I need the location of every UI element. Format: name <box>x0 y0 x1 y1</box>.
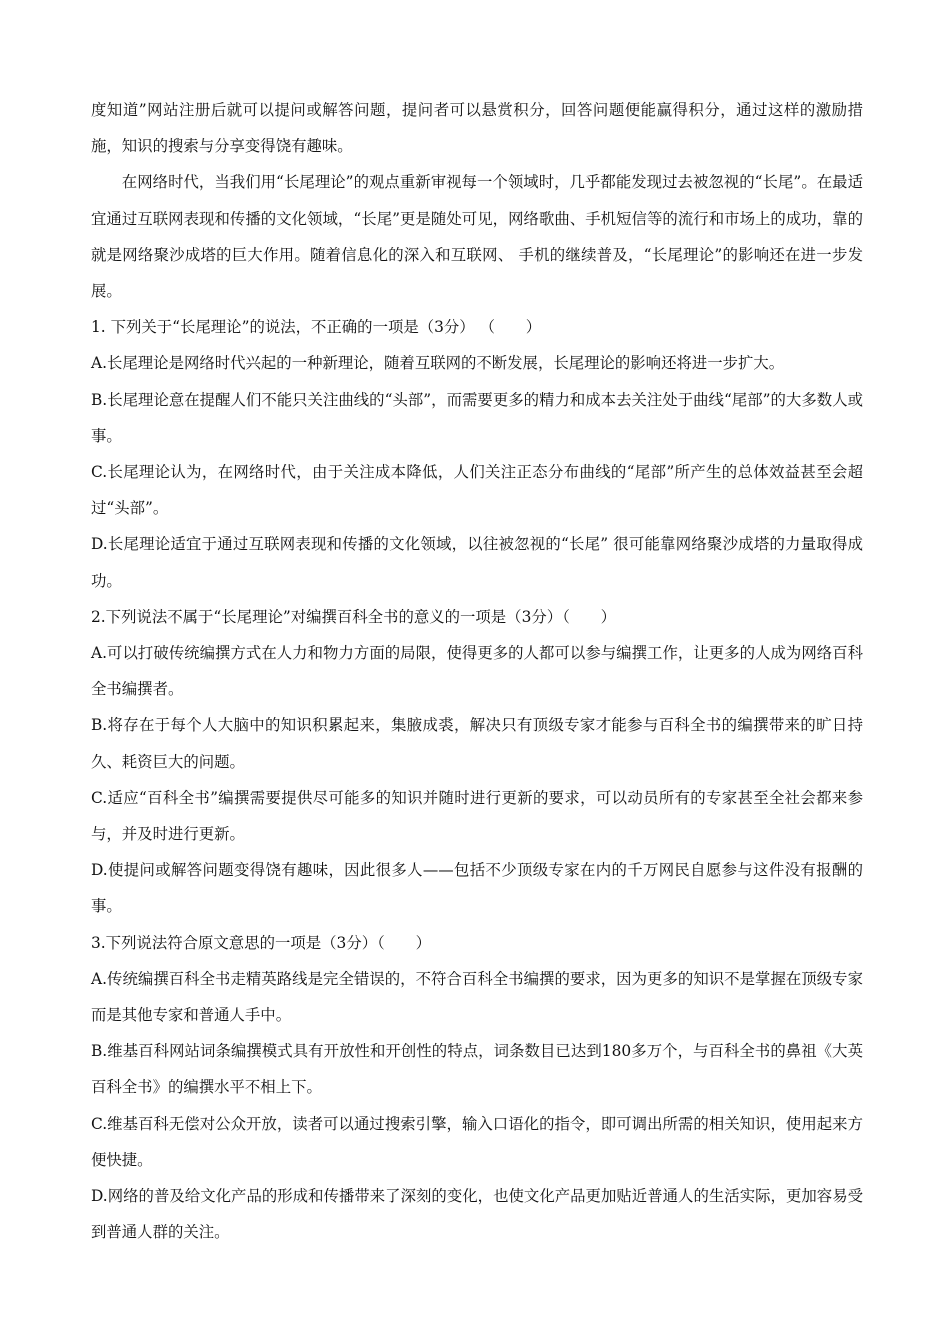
option-b: B.长尾理论意在提醒人们不能只关注曲线的“头部”，而需要更多的精力和成本去关注处于曲线“尾部”的大多数人或事。 <box>91 390 863 445</box>
document-page <box>91 92 863 1251</box>
question-1 <box>91 309 863 599</box>
option-c: C.长尾理论认为，在网络时代，由于关注成本降低，人们关注正态分布曲线的“尾部”所产生的总体效益甚至会超过“头部”。 <box>91 463 863 518</box>
question-stem: 2.下列说法不属于“长尾理论”对编撰百科全书的意义的一项是（3分）（ ） <box>91 607 617 626</box>
option-c: C.适应“百科全书”编撰需要提供尽可能多的知识并随时进行更新的要求，可以动员所有的专家甚至全社会都来参与，并及时进行更新。 <box>91 788 863 844</box>
option-b: B.维基百科网站词条编撰模式具有开放性和开创性的特点，词条数目已达到180多万个，与百科全书的鼻祖《大英百科全书》的编撰水平不相上下。 <box>91 1042 863 1097</box>
option-b: B.将存在于每个人大脑中的知识积累起来，集腋成裘，解决只有顶级专家才能参与百科全书的编撰带来的旷日持久、耗资巨大的问题。 <box>91 716 863 771</box>
option-a: A.可以打破传统编撰方式在人力和物力方面的局限，使得更多的人都可以参与编撰工作，让更多的人成为网络百科全书编撰者。 <box>91 644 863 699</box>
option-d: D.网络的普及给文化产品的形成和传播带来了深刻的变化，也使文化产品更加贴近普通人的生活实际，更加容易受到普通人群的关注。 <box>91 1187 863 1242</box>
option-d: D.长尾理论适宜于通过互联网表现和传播的文化领域，以往被忽视的“长尾” 很可能靠网络聚沙成塔的力量取得成功。 <box>91 535 863 590</box>
question-3 <box>91 925 863 1251</box>
question-stem: 1. 下列关于“长尾理论”的说法，不正确的一项是（3分） （ ） <box>91 318 542 337</box>
passage-paragraph-2: 在网络时代，当我们用“长尾理论”的观点重新审视每一个领域时，几乎都能发现过去被忽视的“长尾”。在最适宜通过互联网表现和传播的文化领域，“长尾”更是随处可见，网络歌曲、手机短信等的流行和市场上的成功，靠的就是网络聚沙成塔的巨大作用。随着信息化的深入和互联网、 手机的继续普及，“长尾理论”的影响还在进一步发展。 <box>91 173 863 301</box>
option-a: A.长尾理论是网络时代兴起的一种新理论，随着互联网的不断发展，长尾理论的影响还将进一步扩大。 <box>91 354 785 373</box>
option-c: C.维基百科无偿对公众开放，读者可以通过搜索引擎，输入口语化的指令，即可调出所需的相关知识，使用起来方便快捷。 <box>91 1114 863 1169</box>
question-stem: 3.下列说法符合原文意思的一项是（3分）（ ） <box>91 933 431 952</box>
option-d: D.使提问或解答问题变得饶有趣味，因此很多人——包括不少顶级专家在内的千万网民自愿参与这件没有报酬的事。 <box>91 861 863 916</box>
option-a: A.传统编撰百科全书走精英路线是完全错误的，不符合百科全书编撰的要求，因为更多的知识不是掌握在顶级专家而是其他专家和普通人手中。 <box>91 969 863 1025</box>
passage-paragraph-1: 度知道”网站注册后就可以提问或解答问题，提问者可以悬赏积分，回答问题便能赢得积分，通过这样的激励措施，知识的搜索与分享变得饶有趣味。 <box>91 101 863 156</box>
question-2 <box>91 599 863 925</box>
